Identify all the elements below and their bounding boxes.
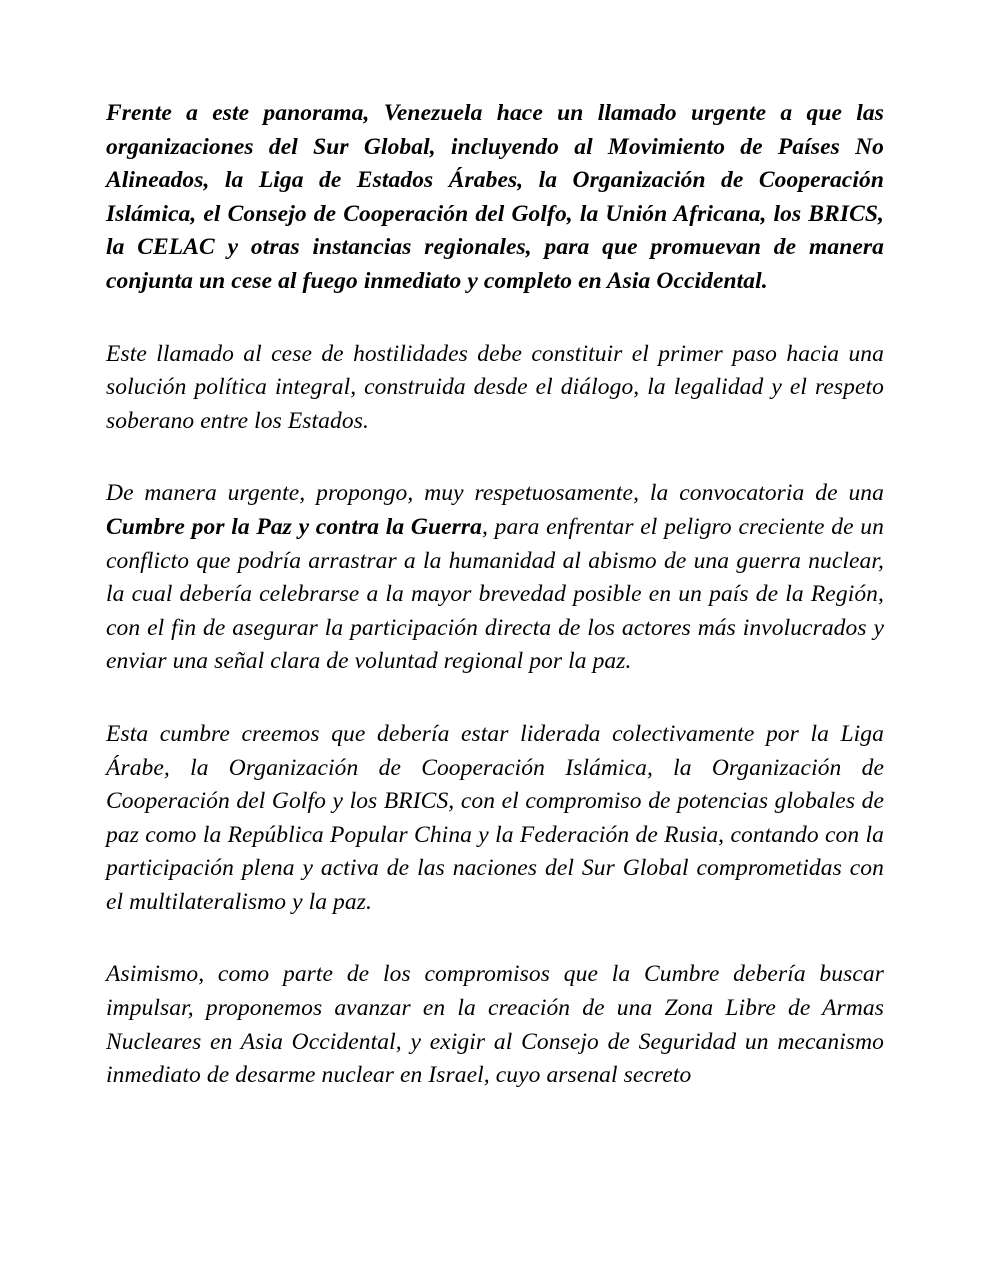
paragraph-ceasefire-first-step: Este llamado al cese de hostilidades debe constituir el primer paso hacia una solución política integral, construida desde el diálogo, la legalidad y el respeto soberano entre los Estados. — [106, 340, 884, 434]
paragraph-summit-leadership: Esta cumbre creemos que debería estar liderada colectivamente por la Liga Árabe, la Organización de Cooperación Islámica, la Organización de Cooperación del Golfo y los BRICS, con el compromiso de potencias globales de paz como la República Popular China y la Federación de Rusia, contando con la participación plena y activa de las naciones del Sur Global comprometidas con el multilateralismo y la paz. — [106, 720, 884, 915]
summit-proposal-text-before: De manera urgente, propongo, muy respetuosamente, la convocatoria de una — [106, 480, 884, 507]
summit-name-bold: Cumbre por la Paz y contra la Guerra — [106, 513, 482, 540]
paragraph-urgent-call: Frente a este panorama, Venezuela hace un llamado urgente a que las organizaciones del Sur Global, incluyendo al Movimiento de Países No Alineados, la Liga de Estados Árabes, la Organización de Cooperación Islámica, el Consejo de Cooperación del Golfo, la Unión Africana, los BRICS, la CELAC y otras instancias regionales, para que promuevan de manera conjunta un cese al fuego inmediato y completo en Asia Occidental. — [106, 100, 884, 294]
paragraph-nuclear-free-zone: Asimismo, como parte de los compromisos que la Cumbre debería buscar impulsar, proponemos avanzar en la creación de una Zona Libre de Armas Nucleares en Asia Occidental, y exigir al Consejo de Seguridad un mecanismo inmediato de desarme nuclear en Israel, cuyo arsenal secreto — [106, 961, 884, 1089]
summit-proposal-text-after: , para enfrentar el peligro creciente de un conflicto que podría arrastrar a la humanidad al abismo de una guerra nuclear, la cual debería celebrarse a la mayor brevedad posible en un país de la Región, con el fin de asegurar la participación directa de los actores más involucrados y enviar una señal clara de voluntad regional por la paz. — [106, 513, 884, 675]
document-page — [106, 97, 884, 1132]
paragraph-summit-proposal — [106, 477, 884, 679]
